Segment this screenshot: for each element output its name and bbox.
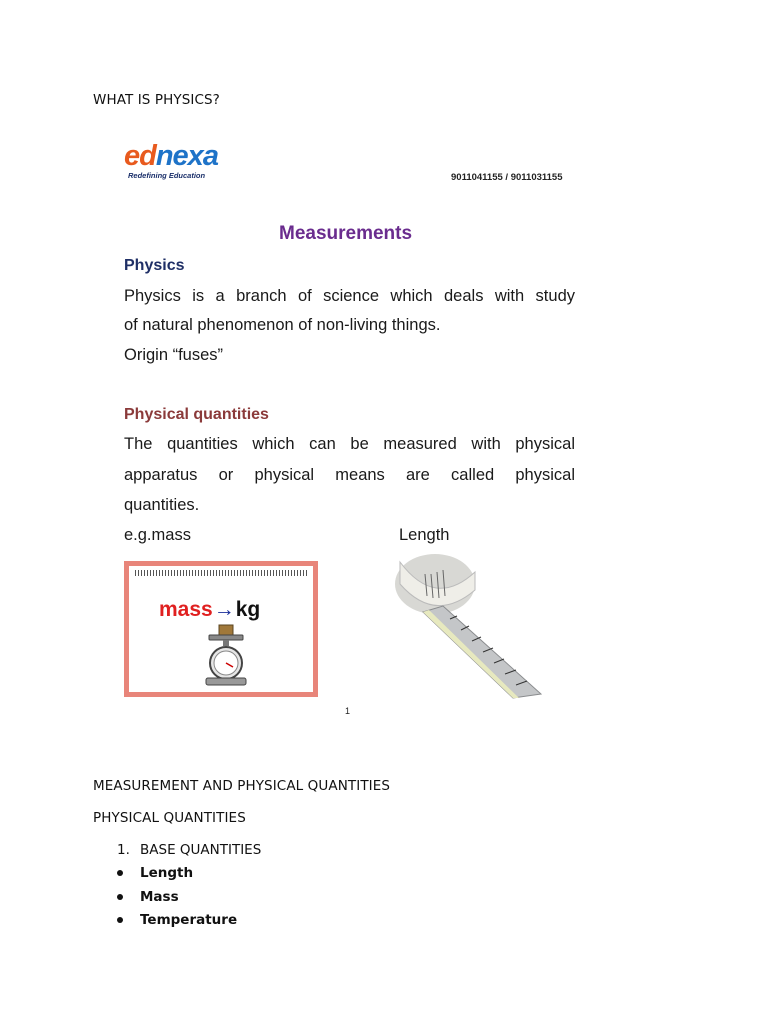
document-title: WHAT IS PHYSICS?: [93, 92, 220, 108]
physics-heading: Physics: [124, 257, 185, 274]
arrow-icon: →: [213, 598, 235, 621]
numbered-item-base-quantities: [117, 842, 261, 858]
bullet-item: [117, 865, 193, 881]
phone-numbers: 9011041155 / 9011031155: [451, 172, 563, 183]
bullet-label: Mass: [140, 889, 179, 905]
logo-text-nexa: nexa: [155, 140, 218, 172]
bullet-item: [117, 912, 237, 928]
logo-text-ed: ed: [124, 140, 156, 172]
section-title: MEASUREMENT AND PHYSICAL QUANTITIES: [93, 778, 391, 794]
list-label: BASE QUANTITIES: [140, 842, 262, 858]
section-subtitle: PHYSICAL QUANTITIES: [93, 810, 246, 826]
page-number: 1: [345, 706, 351, 716]
bullet-label: Temperature: [140, 912, 238, 928]
card-top-ruler: [135, 570, 307, 576]
mass-to-kg-text: [159, 598, 260, 622]
bullet-icon: [117, 870, 123, 876]
bullet-item: [117, 889, 179, 905]
quantities-definition-line-2: apparatus or physical means are called physical: [124, 466, 575, 484]
example-length-label: Length: [399, 526, 450, 544]
mass-kg-illustration: [124, 561, 318, 697]
logo-tagline: Redefining Education: [128, 171, 206, 180]
bullet-icon: [117, 917, 123, 923]
measuring-tape-image: [395, 554, 543, 700]
kg-unit: kg: [235, 598, 261, 621]
physics-definition-line-2: of natural phenomenon of non-living things.: [124, 316, 441, 334]
physics-definition-line-1: Physics is a branch of science which deals with study: [124, 287, 575, 305]
list-number: 1.: [117, 842, 130, 858]
measurements-heading: Measurements: [279, 223, 413, 244]
bullet-label: Length: [140, 865, 194, 881]
quantities-definition-line-1: The quantities which can be measured with physical: [124, 435, 575, 453]
weighing-scale-icon: [197, 623, 257, 689]
physical-quantities-heading: Physical quantities: [124, 406, 269, 423]
bullet-icon: [117, 894, 123, 900]
quantities-definition-line-3: quantities.: [124, 496, 200, 514]
physics-origin-line: Origin “fuses”: [124, 346, 224, 364]
mass-word: mass: [159, 598, 213, 621]
ednexa-logo: [124, 140, 234, 183]
example-mass-label: e.g.mass: [124, 526, 191, 544]
